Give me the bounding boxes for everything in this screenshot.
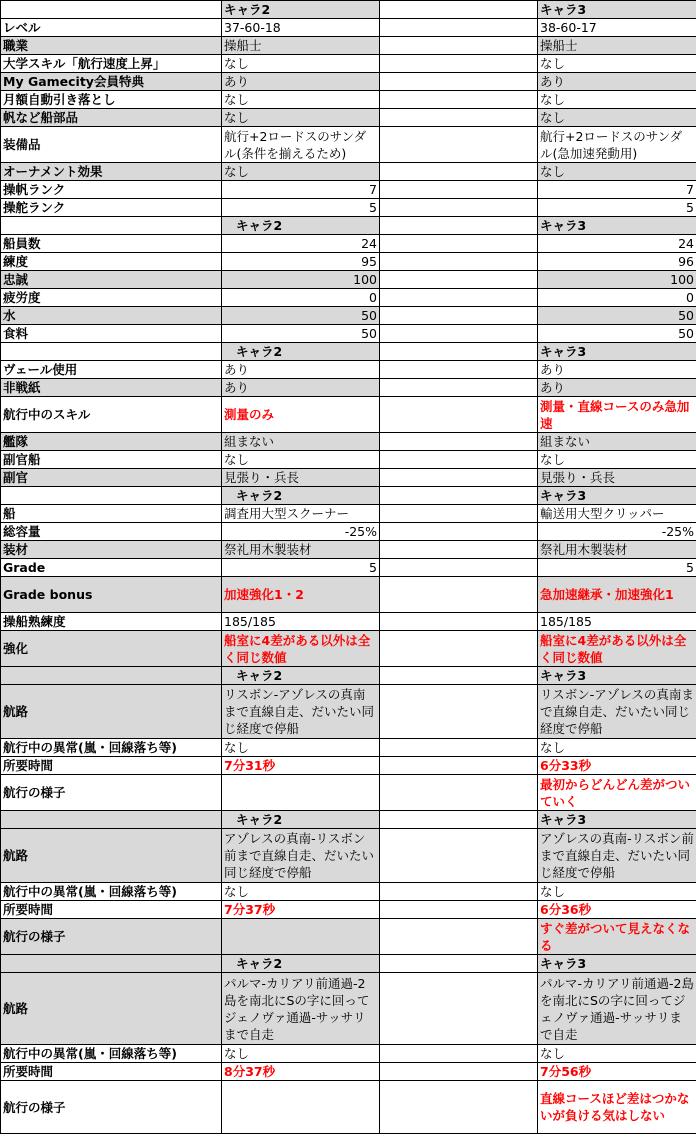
time-label: 所要時間 xyxy=(1,1063,222,1081)
spacer-cell xyxy=(380,253,538,271)
spacer-cell xyxy=(380,127,538,163)
table-row xyxy=(1,451,696,469)
table-row xyxy=(1,613,696,631)
table-row xyxy=(1,541,696,559)
row-label: 装備品 xyxy=(1,127,222,163)
route-label: 航路 xyxy=(1,829,222,883)
row-label: My Gamecity会員特典 xyxy=(1,73,222,91)
spacer-cell xyxy=(380,775,538,811)
row-label: 疲労度 xyxy=(1,289,222,307)
anomaly-label: 航行中の異常(嵐・回線落ち等) xyxy=(1,883,222,901)
spacer-cell xyxy=(380,451,538,469)
anomaly-row xyxy=(1,883,696,901)
char3-value: 50 xyxy=(538,325,696,343)
table-row xyxy=(1,307,696,325)
anomaly-char3: なし xyxy=(538,883,696,901)
header-empty-cell xyxy=(1,955,222,973)
time-char2: 7分37秒 xyxy=(222,901,380,919)
header-char2: キャラ2 xyxy=(222,1,380,19)
notes-row xyxy=(1,775,696,811)
char3-value: 50 xyxy=(538,307,696,325)
header-row xyxy=(1,487,696,505)
spacer-cell xyxy=(380,685,538,739)
char3-value: 96 xyxy=(538,253,696,271)
notes-label: 航行の様子 xyxy=(1,1081,222,1134)
char2-value: なし xyxy=(222,109,380,127)
table-row xyxy=(1,559,696,577)
char3-value: 5 xyxy=(538,559,696,577)
row-label: 練度 xyxy=(1,253,222,271)
spacer-cell xyxy=(380,19,538,37)
char3-value: -25% xyxy=(538,523,696,541)
header-char3: キャラ3 xyxy=(538,487,696,505)
header-row xyxy=(1,955,696,973)
header-row xyxy=(1,1,696,19)
row-label: 副官 xyxy=(1,469,222,487)
char2-value: 95 xyxy=(222,253,380,271)
spacer-cell xyxy=(380,1063,538,1081)
time-char2: 7分31秒 xyxy=(222,757,380,775)
route-char2: パルマ-カリアリ前通過-2島を南北にSの字に回ってジェノヴァ通過-サッサリまで自走 xyxy=(222,973,380,1045)
route-label: 航路 xyxy=(1,973,222,1045)
header-spacer xyxy=(380,343,538,361)
char3-value: 0 xyxy=(538,289,696,307)
header-char3: キャラ3 xyxy=(538,217,696,235)
char2-value: 100 xyxy=(222,271,380,289)
row-label: ヴェール使用 xyxy=(1,361,222,379)
table-row xyxy=(1,109,696,127)
time-char3: 7分56秒 xyxy=(538,1063,696,1081)
row-label: 操舵ランク xyxy=(1,199,222,217)
char2-value: 37-60-18 xyxy=(222,19,380,37)
char2-value: 祭礼用木製装材 xyxy=(222,541,380,559)
spacer-cell xyxy=(380,325,538,343)
row-label: 副官船 xyxy=(1,451,222,469)
header-spacer xyxy=(380,955,538,973)
header-spacer xyxy=(380,811,538,829)
spacer-cell xyxy=(380,559,538,577)
route-row xyxy=(1,685,696,739)
row-label: 帆など船部品 xyxy=(1,109,222,127)
char2-value: 操船士 xyxy=(222,37,380,55)
header-empty-cell xyxy=(1,1,222,19)
route-char3: パルマ-カリアリ前通過-2島を南北にSの字に回ってジェノヴァ通過-サッサリまで自走 xyxy=(538,973,696,1045)
route-row xyxy=(1,829,696,883)
spacer-cell xyxy=(380,631,538,667)
table-row xyxy=(1,433,696,451)
table-row xyxy=(1,235,696,253)
char3-value: あり xyxy=(538,73,696,91)
spacer-cell xyxy=(380,577,538,613)
spacer-cell xyxy=(380,289,538,307)
notes-label: 航行の様子 xyxy=(1,775,222,811)
table-row xyxy=(1,325,696,343)
char2-value: 50 xyxy=(222,307,380,325)
spacer-cell xyxy=(380,901,538,919)
char2-value: あり xyxy=(222,379,380,397)
route-label: 航路 xyxy=(1,685,222,739)
row-label: 強化 xyxy=(1,631,222,667)
spacer-cell xyxy=(380,757,538,775)
notes-char2 xyxy=(222,919,380,955)
spacer-cell xyxy=(380,883,538,901)
row-label: 忠誠 xyxy=(1,271,222,289)
time-row xyxy=(1,1063,696,1081)
char3-value: 38-60-17 xyxy=(538,19,696,37)
char2-value: あり xyxy=(222,361,380,379)
char3-value: なし xyxy=(538,163,696,181)
spacer-cell xyxy=(380,55,538,73)
anomaly-char2: なし xyxy=(222,739,380,757)
table-row xyxy=(1,181,696,199)
anomaly-row xyxy=(1,1045,696,1063)
header-char2: キャラ2 xyxy=(222,217,380,235)
header-spacer xyxy=(380,667,538,685)
char2-value: 5 xyxy=(222,199,380,217)
char2-value: 5 xyxy=(222,559,380,577)
table-row xyxy=(1,91,696,109)
notes-char3: 最初からどんどん差がついていく xyxy=(538,775,696,811)
char2-value: 185/185 xyxy=(222,613,380,631)
row-label: 操帆ランク xyxy=(1,181,222,199)
header-char3: キャラ3 xyxy=(538,955,696,973)
char3-value: 組まない xyxy=(538,433,696,451)
char2-value: なし xyxy=(222,163,380,181)
route-char3: アゾレスの真南-リスボン前まで直線自走、だいたい同じ経度で停船 xyxy=(538,829,696,883)
row-label: 月額自動引き落とし xyxy=(1,91,222,109)
spacer-cell xyxy=(380,73,538,91)
char3-value: あり xyxy=(538,379,696,397)
spacer-cell xyxy=(380,379,538,397)
anomaly-label: 航行中の異常(嵐・回線落ち等) xyxy=(1,739,222,757)
header-char2: キャラ2 xyxy=(222,811,380,829)
header-spacer xyxy=(380,487,538,505)
header-empty-cell xyxy=(1,217,222,235)
spacer-cell xyxy=(380,1045,538,1063)
row-label: 艦隊 xyxy=(1,433,222,451)
char2-value: 船室に4差がある以外は全く同じ数値 xyxy=(222,631,380,667)
row-label: Grade xyxy=(1,559,222,577)
header-char3: キャラ3 xyxy=(538,1,696,19)
char3-value: あり xyxy=(538,361,696,379)
spacer-cell xyxy=(380,397,538,433)
time-label: 所要時間 xyxy=(1,901,222,919)
notes-label: 航行の様子 xyxy=(1,919,222,955)
header-empty-cell xyxy=(1,667,222,685)
header-char3: キャラ3 xyxy=(538,667,696,685)
header-char2: キャラ2 xyxy=(222,955,380,973)
time-row xyxy=(1,901,696,919)
table-row xyxy=(1,631,696,667)
spacer-cell xyxy=(380,181,538,199)
char2-value: 航行+2ロードスのサンダル(条件を揃えるため) xyxy=(222,127,380,163)
char3-value: なし xyxy=(538,55,696,73)
row-label: 操船熟練度 xyxy=(1,613,222,631)
char3-value: 見張り・兵長 xyxy=(538,469,696,487)
spacer-cell xyxy=(380,469,538,487)
char3-value: 7 xyxy=(538,181,696,199)
spacer-cell xyxy=(380,829,538,883)
header-empty-cell xyxy=(1,811,222,829)
header-empty-cell xyxy=(1,487,222,505)
spacer-cell xyxy=(380,919,538,955)
char3-value: 船室に4差がある以外は全く同じ数値 xyxy=(538,631,696,667)
char2-value: 加速強化1・2 xyxy=(222,577,380,613)
char2-value: あり xyxy=(222,73,380,91)
table-row xyxy=(1,505,696,523)
header-row xyxy=(1,667,696,685)
header-row xyxy=(1,811,696,829)
row-label: 航行中のスキル xyxy=(1,397,222,433)
table-row xyxy=(1,469,696,487)
notes-char2 xyxy=(222,775,380,811)
notes-row xyxy=(1,919,696,955)
char3-value: なし xyxy=(538,91,696,109)
row-label: Grade bonus xyxy=(1,577,222,613)
row-label: 食料 xyxy=(1,325,222,343)
row-label: 船員数 xyxy=(1,235,222,253)
table-row xyxy=(1,163,696,181)
char2-value: 0 xyxy=(222,289,380,307)
char3-value: なし xyxy=(538,109,696,127)
table-row xyxy=(1,523,696,541)
time-char3: 6分33秒 xyxy=(538,757,696,775)
header-spacer xyxy=(380,217,538,235)
route-char2: リスボン-アゾレスの真南まで直線自走、だいたい同じ経度で停船 xyxy=(222,685,380,739)
notes-char2 xyxy=(222,1081,380,1134)
table-row xyxy=(1,199,696,217)
header-char3: キャラ3 xyxy=(538,343,696,361)
spacer-cell xyxy=(380,109,538,127)
spacer-cell xyxy=(380,541,538,559)
table-row xyxy=(1,577,696,613)
table-row xyxy=(1,289,696,307)
char3-value: 5 xyxy=(538,199,696,217)
spacer-cell xyxy=(380,433,538,451)
header-spacer xyxy=(380,1,538,19)
char3-value: 185/185 xyxy=(538,613,696,631)
char2-value: 調査用大型スクーナー xyxy=(222,505,380,523)
row-label: レベル xyxy=(1,19,222,37)
header-row xyxy=(1,217,696,235)
char3-value: 急加速継承・加速強化1 xyxy=(538,577,696,613)
header-char3: キャラ3 xyxy=(538,811,696,829)
spacer-cell xyxy=(380,613,538,631)
char3-value: 輸送用大型クリッパー xyxy=(538,505,696,523)
route-char2: アゾレスの真南-リスボン前まで直線自走、だいたい同じ経度で停船 xyxy=(222,829,380,883)
char2-value: 50 xyxy=(222,325,380,343)
table-row xyxy=(1,271,696,289)
time-label: 所要時間 xyxy=(1,757,222,775)
spacer-cell xyxy=(380,523,538,541)
spacer-cell xyxy=(380,199,538,217)
notes-char3: すぐ差がついて見えなくなる xyxy=(538,919,696,955)
table-row xyxy=(1,379,696,397)
notes-char3: 直線コースほど差はつかないが負ける気はしない xyxy=(538,1081,696,1134)
table-row xyxy=(1,127,696,163)
table-row xyxy=(1,253,696,271)
table-row xyxy=(1,37,696,55)
row-label: オーナメント効果 xyxy=(1,163,222,181)
header-char2: キャラ2 xyxy=(222,487,380,505)
time-char3: 6分36秒 xyxy=(538,901,696,919)
notes-row xyxy=(1,1081,696,1134)
row-label: 大学スキル「航行速度上昇」 xyxy=(1,55,222,73)
char3-value: 100 xyxy=(538,271,696,289)
route-char3: リスボン-アゾレスの真南まで直線自走、だいたい同じ経度で停船 xyxy=(538,685,696,739)
route-row xyxy=(1,973,696,1045)
table-row xyxy=(1,19,696,37)
spacer-cell xyxy=(380,91,538,109)
header-char2: キャラ2 xyxy=(222,667,380,685)
anomaly-char3: なし xyxy=(538,739,696,757)
char2-value: 測量のみ xyxy=(222,397,380,433)
char2-value: 7 xyxy=(222,181,380,199)
row-label: 船 xyxy=(1,505,222,523)
row-label: 総容量 xyxy=(1,523,222,541)
char3-value: 操船士 xyxy=(538,37,696,55)
header-row xyxy=(1,343,696,361)
char3-value: 測量・直線コースのみ急加速 xyxy=(538,397,696,433)
spacer-cell xyxy=(380,361,538,379)
char3-value: 24 xyxy=(538,235,696,253)
table-row xyxy=(1,73,696,91)
table-row xyxy=(1,361,696,379)
char2-value: -25% xyxy=(222,523,380,541)
table-row xyxy=(1,55,696,73)
char2-value: 組まない xyxy=(222,433,380,451)
row-label: 水 xyxy=(1,307,222,325)
anomaly-char2: なし xyxy=(222,883,380,901)
row-label: 非戦紙 xyxy=(1,379,222,397)
char2-value: なし xyxy=(222,451,380,469)
spacer-cell xyxy=(380,739,538,757)
char3-value: 航行+2ロードスのサンダル(急加速発動用) xyxy=(538,127,696,163)
char3-value: なし xyxy=(538,451,696,469)
table-row xyxy=(1,397,696,433)
time-row xyxy=(1,757,696,775)
time-char2: 8分37秒 xyxy=(222,1063,380,1081)
spacer-cell xyxy=(380,271,538,289)
char2-value: なし xyxy=(222,91,380,109)
anomaly-row xyxy=(1,739,696,757)
spacer-cell xyxy=(380,163,538,181)
spacer-cell xyxy=(380,1081,538,1134)
row-label: 職業 xyxy=(1,37,222,55)
char2-value: 24 xyxy=(222,235,380,253)
spacer-cell xyxy=(380,973,538,1045)
anomaly-char2: なし xyxy=(222,1045,380,1063)
anomaly-label: 航行中の異常(嵐・回線落ち等) xyxy=(1,1045,222,1063)
spacer-cell xyxy=(380,37,538,55)
char2-value: なし xyxy=(222,55,380,73)
spacer-cell xyxy=(380,235,538,253)
row-label: 装材 xyxy=(1,541,222,559)
header-char2: キャラ2 xyxy=(222,343,380,361)
char2-value: 見張り・兵長 xyxy=(222,469,380,487)
char3-value: 祭礼用木製装材 xyxy=(538,541,696,559)
anomaly-char3: なし xyxy=(538,1045,696,1063)
spacer-cell xyxy=(380,505,538,523)
header-empty-cell xyxy=(1,343,222,361)
spacer-cell xyxy=(380,307,538,325)
